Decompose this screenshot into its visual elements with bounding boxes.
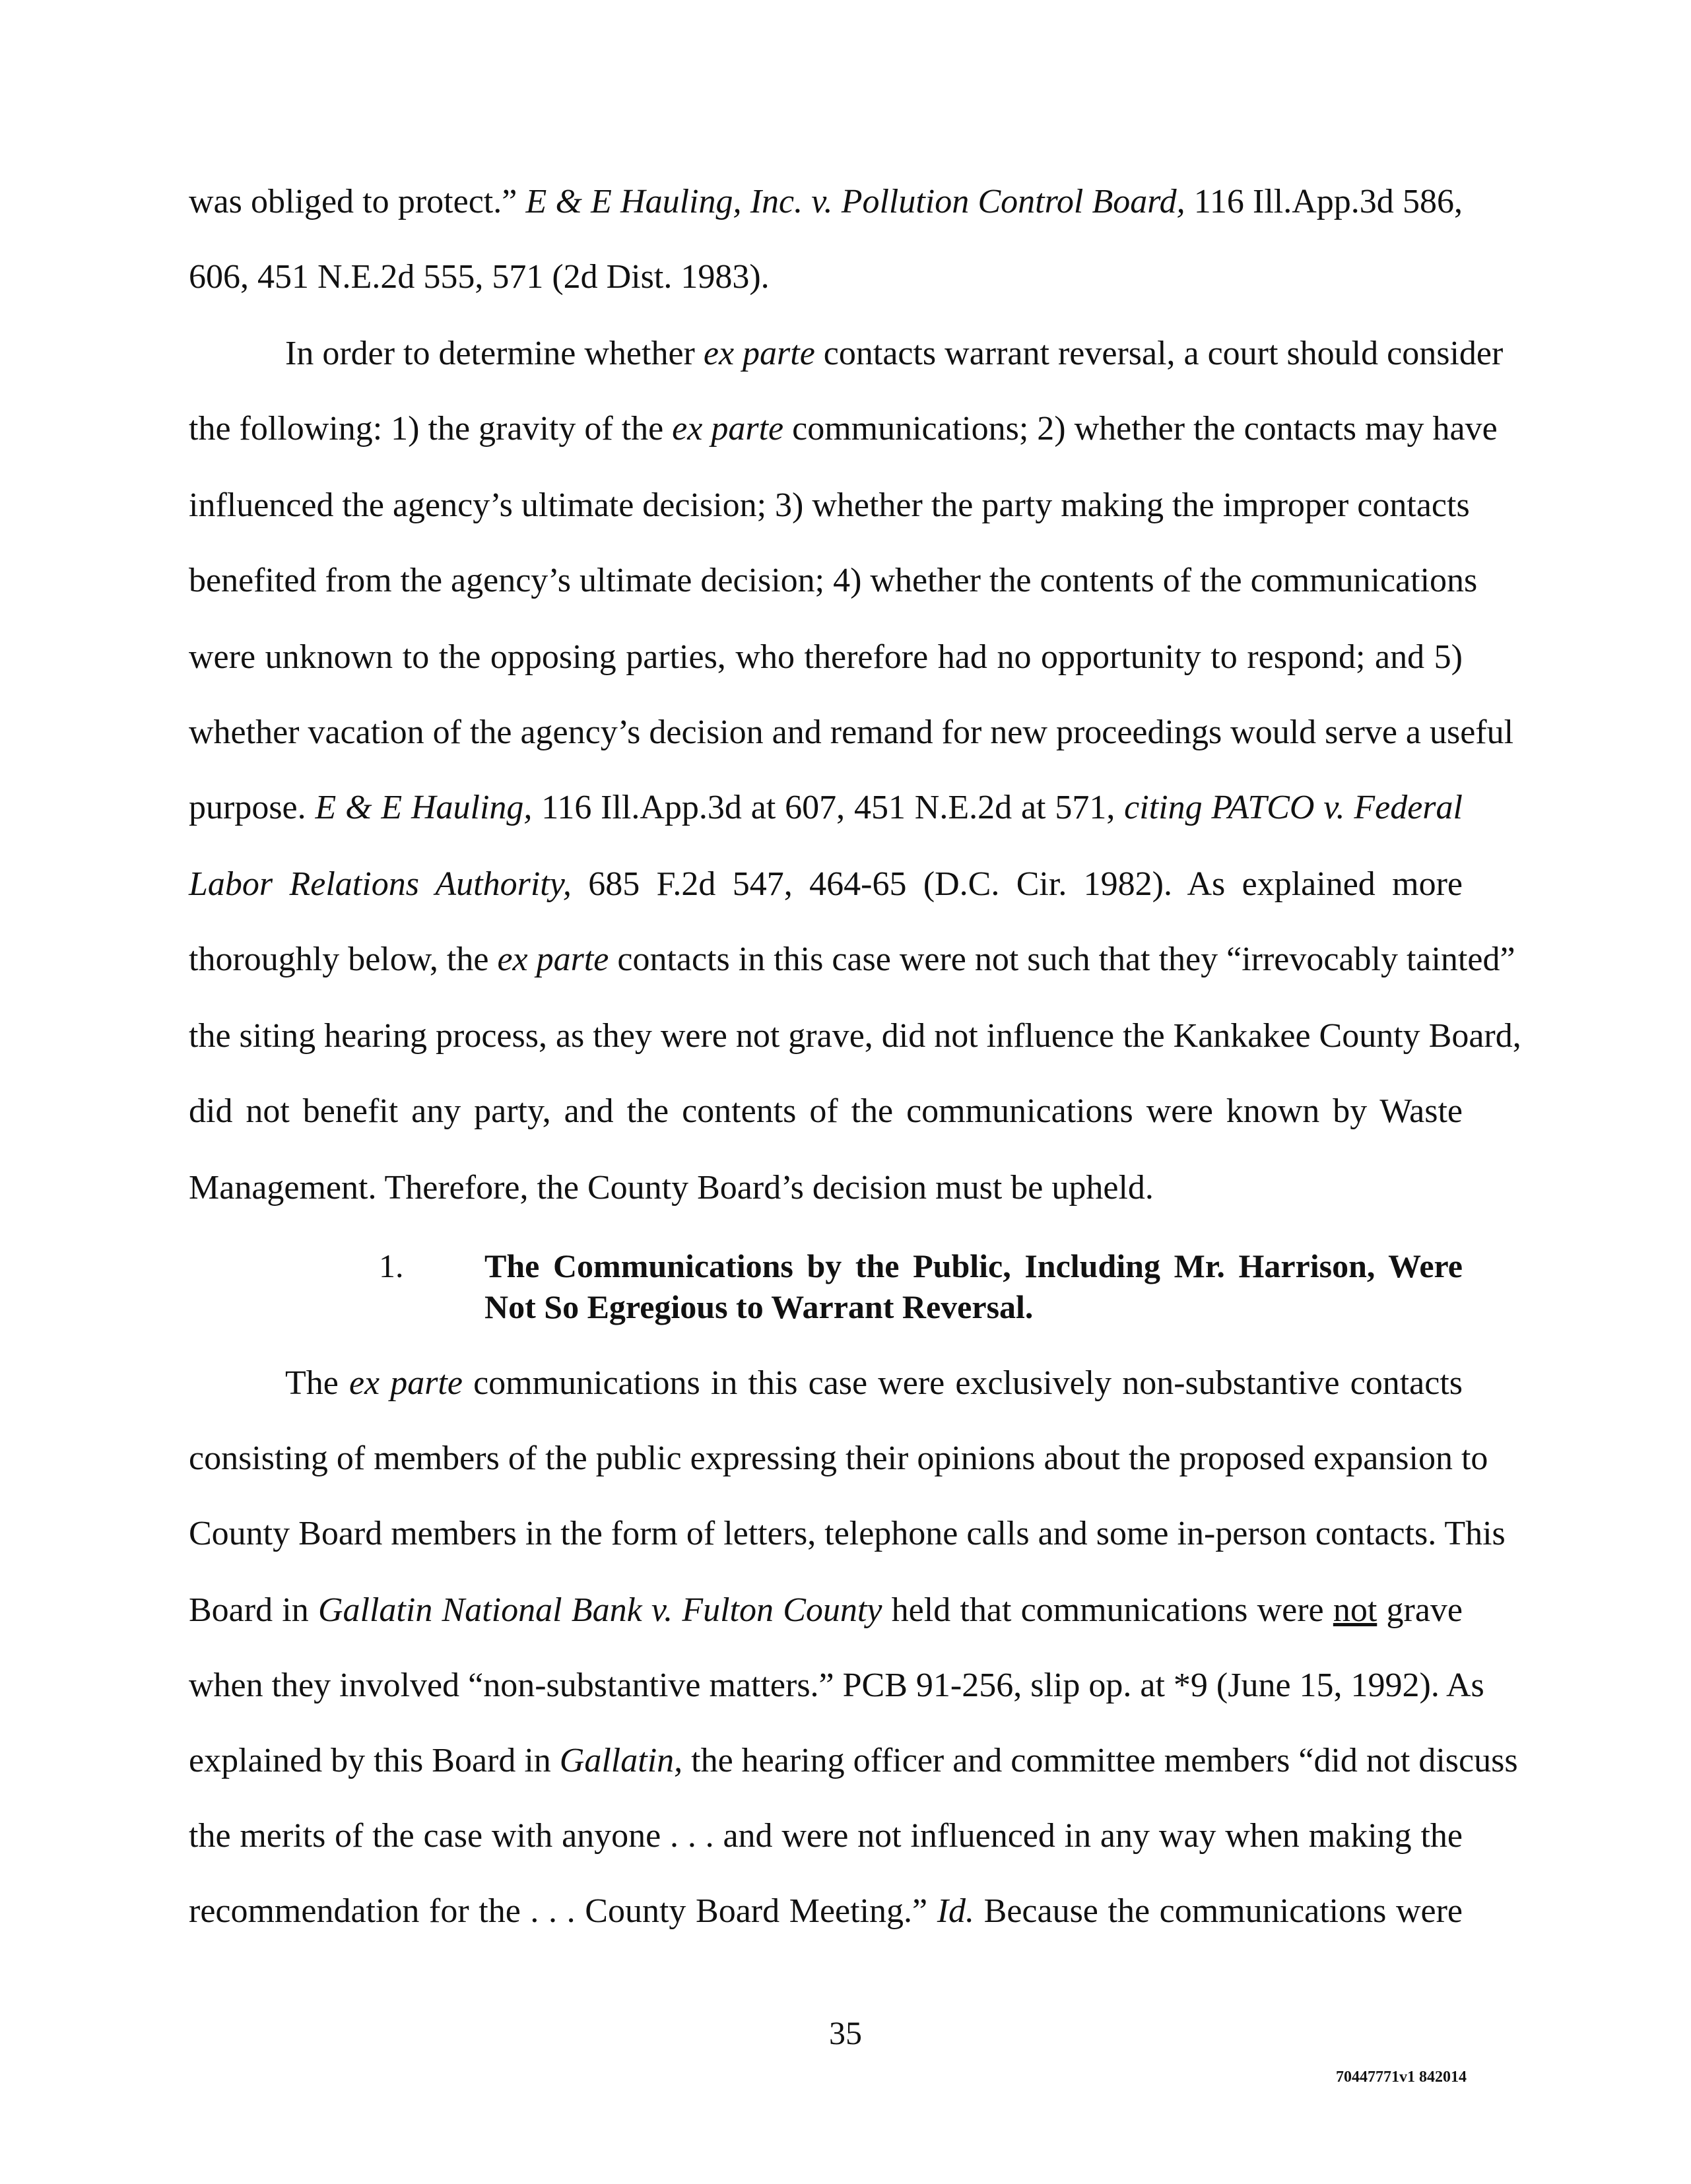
body-line xyxy=(189,257,1463,297)
text-segment: were unknown to the opposing parties, who therefore had no opportunity to respond; and 5) xyxy=(189,638,1463,676)
body-line xyxy=(189,1892,1463,1931)
section-heading-line-1: The Communications by the Public, Including Mr. Harrison, Were xyxy=(484,1247,1463,1284)
body-line xyxy=(189,1092,1463,1131)
body-line xyxy=(189,1439,1488,1478)
body-line xyxy=(189,1168,1463,1208)
document-id: 70447771v1 842014 xyxy=(1336,2068,1467,2086)
body-line xyxy=(189,865,1463,904)
body-line xyxy=(189,1591,1463,1630)
text-segment: Management. Therefore, the County Board’s decision must be upheld. xyxy=(189,1169,1154,1207)
body-line xyxy=(285,1364,1463,1403)
text-segment: contacts in this case were not such that they “irrevocably tainted” xyxy=(609,941,1515,978)
text-segment: the merits of the case with anyone . . . and were not influenced in any way when making the xyxy=(189,1817,1463,1855)
text-segment: County Board members in the form of letters, telephone calls and some in-person contacts. This xyxy=(189,1515,1506,1552)
text-segment: influenced the agency’s ultimate decision; 3) whether the party making the improper contacts xyxy=(189,486,1470,524)
body-line xyxy=(189,788,1463,828)
text-segment: ex parte xyxy=(497,941,609,978)
body-line xyxy=(189,1666,1484,1705)
text-segment: Board in xyxy=(189,1591,318,1629)
text-segment: did not benefit any party, and the contents of the communications were known by Waste xyxy=(189,1092,1463,1130)
text-segment: 685 F.2d 547, 464-65 (D.C. Cir. 1982). As explained more xyxy=(571,865,1463,903)
body-line xyxy=(189,1741,1518,1781)
text-segment: Because the communications were xyxy=(974,1892,1463,1930)
text-segment: The xyxy=(285,1364,349,1402)
text-segment: whether vacation of the agency’s decision and remand for new proceedings would serve a useful xyxy=(189,713,1514,751)
text-segment: grave xyxy=(1377,1591,1463,1629)
text-segment: was obliged to protect.” xyxy=(189,183,526,220)
body-line xyxy=(189,409,1498,449)
text-segment: the siting hearing process, as they were not grave, did not influence the Kankakee County Board, xyxy=(189,1017,1521,1055)
text-segment: 606, 451 N.E.2d 555, 571 (2d Dist. 1983). xyxy=(189,258,770,296)
text-segment: not xyxy=(1333,1591,1377,1629)
text-segment: when they involved “non-substantive matters.” PCB 91-256, slip op. at *9 (June 15, 1992). As xyxy=(189,1667,1484,1704)
body-line xyxy=(189,1016,1521,1056)
text-segment: In order to determine whether xyxy=(285,335,704,372)
text-segment: Labor Relations Authority, xyxy=(189,865,572,903)
text-segment: E & E Hauling, xyxy=(315,789,533,826)
text-segment: ex parte xyxy=(703,335,815,372)
text-segment: Gallatin National Bank v. Fulton County xyxy=(317,1591,882,1629)
text-segment: ex parte xyxy=(348,1364,463,1402)
body-line xyxy=(189,638,1463,677)
text-segment: 116 Ill.App.3d 586, xyxy=(1185,183,1463,220)
text-segment: benefited from the agency’s ultimate decision; 4) whether the contents of the communications xyxy=(189,562,1478,599)
section-heading-line-2: Not So Egregious to Warrant Reversal. xyxy=(484,1288,1034,1325)
text-segment: 116 Ill.App.3d at 607, 451 N.E.2d at 571, xyxy=(532,789,1125,826)
page-number: 35 xyxy=(829,2014,862,2051)
body-line xyxy=(189,713,1514,752)
text-segment: recommendation for the . . . County Board Meeting.” xyxy=(189,1892,937,1930)
body-line xyxy=(189,1514,1506,1554)
body-line xyxy=(189,561,1478,601)
body-line xyxy=(285,334,1504,374)
text-segment: contacts warrant reversal, a court should consider xyxy=(814,335,1504,372)
text-segment: the following: 1) the gravity of the xyxy=(189,410,673,447)
text-segment: held that communications were xyxy=(882,1591,1333,1629)
text-segment: Gallatin, xyxy=(559,1742,683,1779)
text-segment: communications; 2) whether the contacts may have xyxy=(783,410,1498,447)
text-segment: thoroughly below, the xyxy=(189,941,498,978)
text-segment: citing PATCO v. Federal xyxy=(1124,789,1463,826)
text-segment: the hearing officer and committee members “did not discuss xyxy=(682,1742,1518,1779)
body-line xyxy=(189,486,1470,525)
text-segment: E & E Hauling, Inc. v. Pollution Control Board, xyxy=(525,183,1185,220)
body-line xyxy=(189,182,1463,222)
text-segment: purpose. xyxy=(189,789,315,826)
text-segment: ex parte xyxy=(672,410,784,447)
section-number: 1. xyxy=(379,1247,404,1284)
text-segment: Id. xyxy=(937,1892,975,1930)
text-segment: consisting of members of the public expressing their opinions about the proposed expansion to xyxy=(189,1439,1488,1477)
body-line xyxy=(189,1816,1463,1856)
body-line xyxy=(189,940,1515,979)
text-segment: communications in this case were exclusively non-substantive contacts xyxy=(462,1364,1463,1402)
text-segment: explained by this Board in xyxy=(189,1742,560,1779)
